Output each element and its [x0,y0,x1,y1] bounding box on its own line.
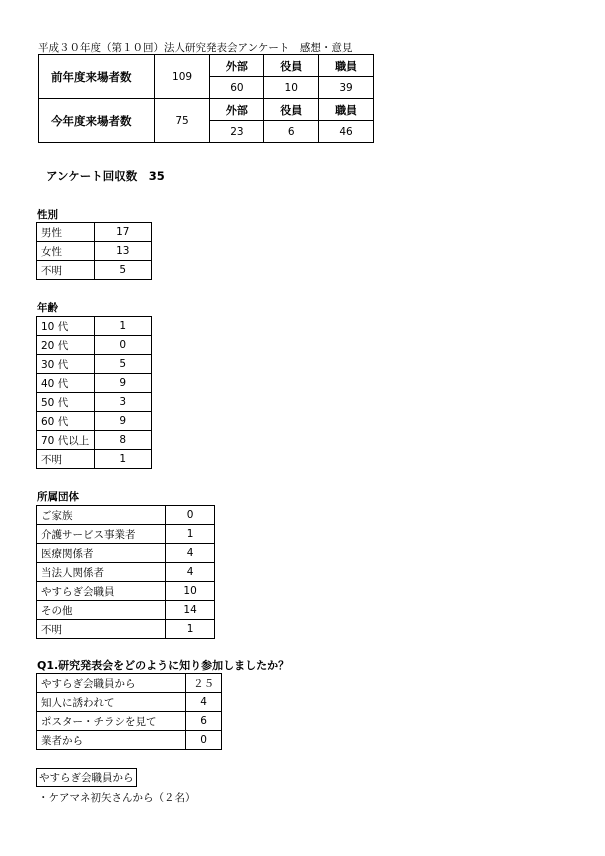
affiliation-value: 4 [166,563,215,582]
gender-label: 男性 [37,223,95,242]
age-table [36,316,152,469]
affiliation-label: 介護サービス事業者 [37,525,166,544]
affiliation-label: 当法人関係者 [37,563,166,582]
q1-question: Q1.研究発表会をどのように知り参加しましたか？ [37,659,290,672]
comment-section-label: やすらぎ会職員から [36,768,137,787]
col-header-officers: 役員 [264,99,319,121]
attendance-table [38,54,374,143]
gender-value: 5 [94,261,152,280]
q1-label: ポスター・チラシを見て [37,712,186,731]
age-label: 70 代以上 [37,431,95,450]
gender-table [36,222,152,280]
attendance-row-label: 前年度来場者数 [39,55,155,99]
q1-value: 6 [186,712,222,731]
q1-label: やすらぎ会職員から [37,674,186,693]
age-value: 0 [94,336,151,355]
attendance-row-label: 今年度来場者数 [39,99,155,143]
age-value: 5 [94,355,151,374]
age-label: 40 代 [37,374,95,393]
age-label: 10 代 [37,317,95,336]
attendance-total: 109 [154,55,210,99]
age-label: 60 代 [37,412,95,431]
age-value: 9 [94,374,151,393]
age-value: 9 [94,412,151,431]
gender-value: 13 [94,242,152,261]
col-header-external: 外部 [210,99,264,121]
age-value: 1 [94,317,151,336]
affiliation-value: 14 [166,601,215,620]
q1-value: 0 [186,731,222,750]
attendance-value: 6 [264,121,319,143]
age-label: 30 代 [37,355,95,374]
affiliation-value: 1 [166,620,215,639]
affiliation-value: 1 [166,525,215,544]
page-title: 平成３０年度（第１０回）法人研究発表会アンケート 感想・意見 [38,42,353,54]
col-header-external: 外部 [210,55,264,77]
attendance-total: 75 [154,99,210,143]
attendance-value: 46 [319,121,374,143]
affiliation-label: やすらぎ会職員 [37,582,166,601]
affiliation-value: 4 [166,544,215,563]
affiliation-label: ご家族 [37,506,166,525]
affiliation-value: 0 [166,506,215,525]
age-value: 3 [94,393,151,412]
attendance-value: 39 [319,77,374,99]
gender-label: 女性 [37,242,95,261]
gender-value: 17 [94,223,152,242]
attendance-value: 23 [210,121,264,143]
affiliation-label: 医療関係者 [37,544,166,563]
age-label: 20 代 [37,336,95,355]
q1-label: 知人に誘われて [37,693,186,712]
attendance-value: 10 [264,77,319,99]
col-header-staff: 職員 [319,55,374,77]
affiliation-value: 10 [166,582,215,601]
age-label: 50 代 [37,393,95,412]
gender-heading: 性別 [37,209,58,221]
age-value: 8 [94,431,151,450]
q1-label: 業者から [37,731,186,750]
comment-item: ・ケアマネ初矢さんから（２名） [38,792,196,804]
affiliation-label: 不明 [37,620,166,639]
affiliation-heading: 所属団体 [37,491,79,503]
response-count: アンケート回収数 35 [46,169,165,183]
age-label: 不明 [37,450,95,469]
attendance-value: 60 [210,77,264,99]
age-heading: 年齢 [37,302,58,314]
col-header-staff: 職員 [319,99,374,121]
q1-table [36,673,222,750]
col-header-officers: 役員 [264,55,319,77]
age-value: 1 [94,450,151,469]
q1-value: 4 [186,693,222,712]
affiliation-table [36,505,215,639]
gender-label: 不明 [37,261,95,280]
affiliation-label: その他 [37,601,166,620]
q1-value: ２５ [186,674,222,693]
